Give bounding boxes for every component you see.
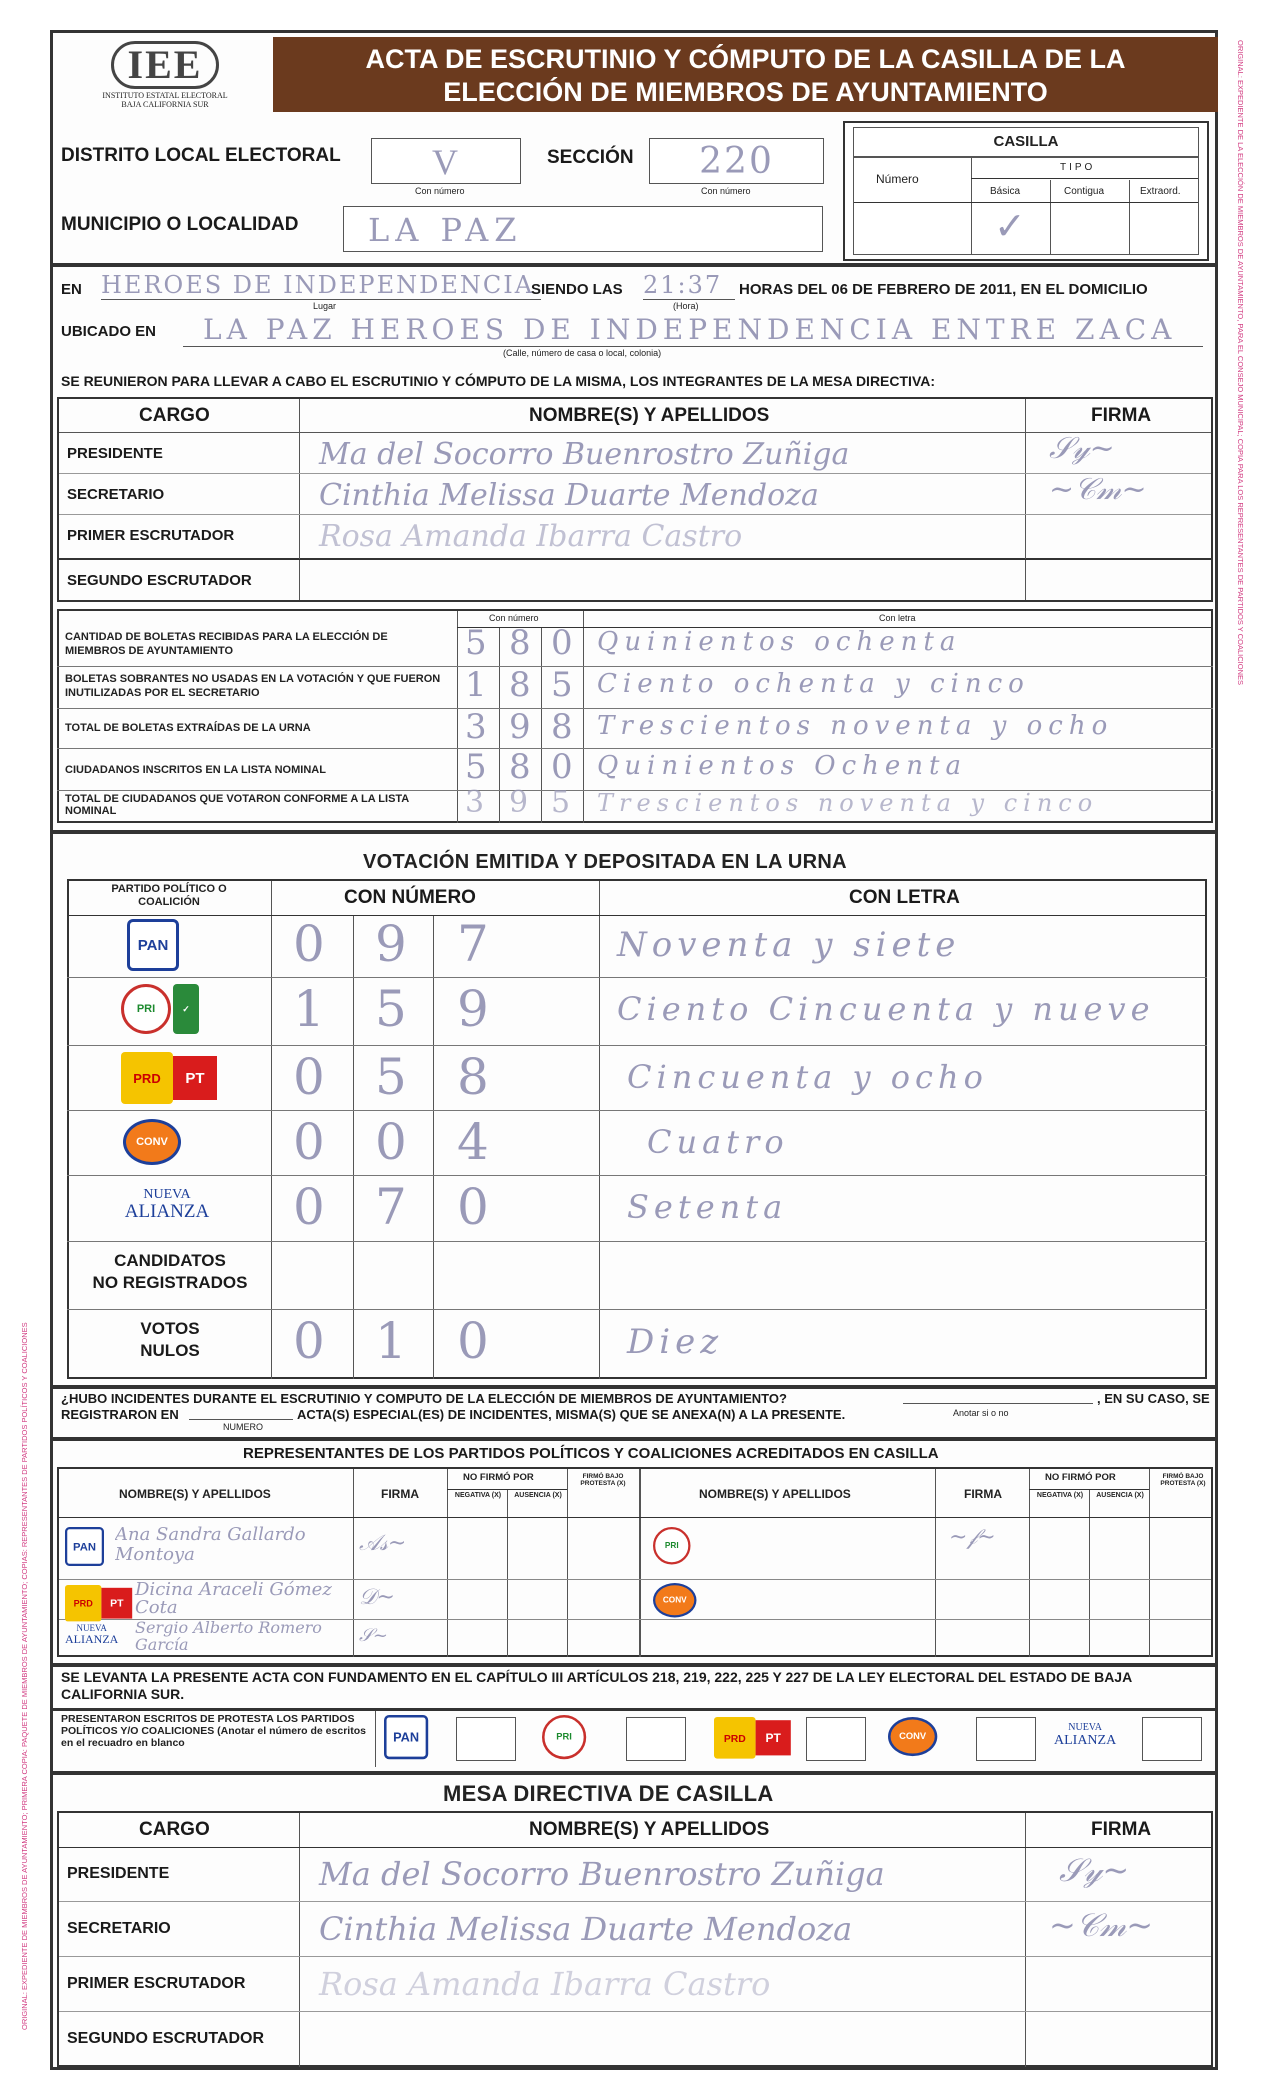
casilla-title: CASILLA bbox=[853, 127, 1199, 157]
prd-pt-logo: PRD PT bbox=[121, 1052, 217, 1104]
vote-letra[interactable]: Noventa y siete bbox=[617, 925, 961, 965]
seccion-value: 220 bbox=[699, 141, 774, 182]
mesa-nombre-header: NOMBRE(S) Y APELLIDOS bbox=[529, 1819, 770, 1840]
logo-subtitle-2: BAJA CALIFORNIA SUR bbox=[121, 100, 209, 109]
vote-row bbox=[67, 913, 1207, 978]
candidatos-no-registrados-label: CANDIDATOS NO REGISTRADOS bbox=[92, 1251, 248, 1292]
count-row bbox=[57, 667, 1213, 709]
count-letra[interactable]: Trescientos noventa y ocho bbox=[597, 711, 1114, 741]
mesa-nombre[interactable]: Rosa Amanda Ibarra Castro bbox=[319, 1965, 771, 2003]
count-digit[interactable]: 1 bbox=[465, 665, 489, 705]
official-cargo: PRESIDENTE bbox=[67, 445, 163, 462]
mesa-row bbox=[59, 1957, 1211, 2012]
count-digit[interactable]: 9 bbox=[509, 707, 533, 747]
official-firma[interactable]: ~𝒞𝓂~ bbox=[1049, 472, 1147, 507]
municipio-value: LA PAZ bbox=[368, 211, 523, 249]
rep-firma[interactable]: 𝒜𝓈~ bbox=[359, 1531, 407, 1556]
count-row bbox=[57, 749, 1213, 791]
count-row bbox=[57, 709, 1213, 749]
count-letra[interactable]: Quinientos Ochenta bbox=[597, 751, 967, 781]
vote-row bbox=[67, 1176, 1207, 1242]
official-nombre[interactable]: Cinthia Melissa Duarte Mendoza bbox=[319, 478, 819, 513]
rep-nombre[interactable]: Sergio Alberto Romero García bbox=[135, 1619, 322, 1654]
incidentes-numero-field[interactable] bbox=[189, 1419, 293, 1420]
protesta-count-box[interactable] bbox=[626, 1717, 686, 1761]
prd-pt-logo: PRD PT bbox=[714, 1717, 791, 1759]
mesa-firma[interactable]: ~𝒞𝓂~ bbox=[1049, 1906, 1154, 1944]
count-digit[interactable]: 5 bbox=[465, 623, 489, 663]
count-digit[interactable]: 8 bbox=[551, 707, 575, 747]
distrito-hint: Con número bbox=[415, 186, 465, 196]
hora-value: 21:37 bbox=[643, 271, 735, 300]
vote-digit[interactable]: 0 bbox=[293, 1113, 327, 1171]
vote-letra[interactable]: Setenta bbox=[627, 1188, 788, 1226]
mesa-row bbox=[59, 1902, 1211, 1957]
official-nombre[interactable]: Ma del Socorro Buenrostro Zuñiga bbox=[319, 437, 850, 472]
mesa-cargo: PRESIDENTE bbox=[67, 1865, 170, 1882]
vote-digit[interactable]: 0 bbox=[293, 915, 327, 973]
count-letra[interactable]: Ciento ochenta y cinco bbox=[597, 669, 1030, 699]
vote-letra[interactable]: Cuatro bbox=[647, 1123, 789, 1161]
vote-row bbox=[67, 978, 1207, 1046]
count-label: TOTAL DE BOLETAS EXTRAÍDAS DE LA URNA bbox=[65, 722, 311, 734]
vote-digit[interactable]: 0 bbox=[457, 1178, 491, 1236]
vote-digit[interactable]: 1 bbox=[293, 980, 327, 1038]
prd-pri-logo: PRI bbox=[542, 1715, 586, 1759]
casilla-contigua-label: Contigua bbox=[1064, 186, 1105, 197]
official-cargo: PRIMER ESCRUTADOR bbox=[67, 527, 235, 544]
count-row bbox=[57, 785, 1213, 821]
count-digit[interactable]: 0 bbox=[551, 747, 575, 787]
official-row bbox=[57, 560, 1213, 602]
rep-left-nofirmo-header: NO FIRMÓ POR bbox=[463, 1472, 534, 1483]
count-label: CIUDADANOS INSCRITOS EN LA LISTA NOMINAL bbox=[65, 764, 326, 776]
rep-right-nombre-header: NOMBRE(S) Y APELLIDOS bbox=[699, 1487, 851, 1501]
rep-firma[interactable]: 𝒮~ bbox=[359, 1625, 389, 1646]
prd-pri-logo: PRI ✓ bbox=[121, 984, 199, 1034]
siendo-label: SIENDO LAS bbox=[531, 281, 623, 298]
counts-numero-header: Con número bbox=[489, 613, 539, 623]
vote-letra[interactable]: Diez bbox=[627, 1322, 724, 1362]
vote-digit[interactable]: 7 bbox=[375, 1178, 409, 1236]
mesa-row bbox=[59, 2012, 1211, 2067]
casilla-basica-label: Básica bbox=[990, 186, 1021, 197]
count-row bbox=[57, 625, 1213, 667]
seccion-label: SECCIÓN bbox=[547, 147, 634, 168]
protesta-text: PRESENTARON ESCRITOS DE PROTESTA LOS PARTIDOS POLÍTICOS Y/O COALICIONES (Anotar el número de escritos en el recuadro en blanco bbox=[61, 1713, 366, 1749]
hora-hint: (Hora) bbox=[673, 301, 699, 311]
count-letra[interactable]: Trescientos noventa y cinco bbox=[597, 789, 1099, 817]
representantes-table bbox=[57, 1467, 1213, 1657]
mesa-cargo-header: CARGO bbox=[139, 1819, 210, 1840]
count-digit[interactable]: 8 bbox=[509, 665, 533, 705]
rep-firma[interactable]: 𝒟~ bbox=[359, 1585, 395, 1610]
nueva-alianza-logo: NUEVA ALIANZA bbox=[124, 1187, 210, 1222]
rep-left-ausencia-header: AUSENCIA (X) bbox=[514, 1492, 562, 1499]
count-digit[interactable]: 5 bbox=[551, 785, 573, 820]
vote-digit[interactable]: 0 bbox=[375, 1113, 409, 1171]
count-digit[interactable]: 5 bbox=[551, 665, 575, 705]
municipio-label: MUNICIPIO O LOCALIDAD bbox=[61, 214, 299, 235]
incidentes-anexa: ACTA(S) ESPECIAL(ES) DE INCIDENTES, MISMA(S) QUE SE ANEXA(N) A LA PRESENTE. bbox=[297, 1407, 846, 1422]
rep-left-nombre-header: NOMBRE(S) Y APELLIDOS bbox=[119, 1487, 271, 1501]
vote-digit[interactable]: 5 bbox=[375, 1048, 409, 1106]
nueva-alianza-logo: NUEVA ALIANZA bbox=[1054, 1722, 1117, 1748]
rep-left-protesta-header: FIRMÓ BAJO PROTESTA (X) bbox=[580, 1473, 626, 1487]
horas-text: HORAS DEL 06 DE FEBRERO DE 2011, EN EL DOMICILIO bbox=[739, 281, 1148, 298]
lugar-hint: Lugar bbox=[313, 301, 337, 311]
seccion-field[interactable] bbox=[649, 138, 824, 184]
prd-pri-logo: PRI bbox=[653, 1527, 691, 1565]
vote-digit[interactable]: 0 bbox=[457, 1312, 491, 1370]
rep-nombre[interactable]: Ana Sandra Gallardo Montoya bbox=[115, 1525, 306, 1565]
casilla-box bbox=[843, 121, 1209, 261]
vote-digit[interactable]: 8 bbox=[457, 1048, 491, 1106]
vote-digit[interactable]: 9 bbox=[457, 980, 491, 1038]
rep-firma[interactable]: ~𝒻~ bbox=[949, 1525, 996, 1550]
title-line-2: ELECCIÓN DE MIEMBROS DE AYUNTAMIENTO bbox=[443, 77, 1048, 107]
count-digit[interactable]: 9 bbox=[509, 785, 531, 820]
count-digit[interactable]: 3 bbox=[465, 785, 487, 820]
mesa-cargo: PRIMER ESCRUTADOR bbox=[67, 1975, 246, 1992]
vote-digit[interactable]: 4 bbox=[457, 1113, 491, 1171]
representantes-title: REPRESENTANTES DE LOS PARTIDOS POLÍTICOS Y COALICIONES ACREDITADOS EN CASILLA bbox=[243, 1445, 939, 1462]
protesta-count-box[interactable] bbox=[806, 1717, 866, 1761]
counts-letra-header: Con letra bbox=[879, 613, 916, 623]
mesa-cargo: SEGUNDO ESCRUTADOR bbox=[67, 2030, 265, 2047]
vote-row bbox=[67, 1046, 1207, 1111]
rep-right-protesta-header: FIRMÓ BAJO PROTESTA (X) bbox=[1160, 1473, 1206, 1487]
incidentes-question-end: , EN SU CASO, SE bbox=[1097, 1391, 1210, 1406]
votes-party-header: PARTIDO POLÍTICO O COALICIÓN bbox=[111, 883, 227, 908]
vote-digit[interactable]: 7 bbox=[457, 915, 491, 973]
incidentes-registraron: REGISTRARON EN bbox=[61, 1407, 179, 1422]
official-row bbox=[59, 433, 1211, 474]
en-lugar-value: HEROES DE INDEPENDENCIA bbox=[101, 271, 541, 300]
count-digit[interactable]: 0 bbox=[551, 623, 575, 663]
seccion-hint: Con número bbox=[701, 186, 751, 196]
officials-cargo-header: CARGO bbox=[139, 405, 210, 426]
casilla-tipo-label: TIPO bbox=[1060, 162, 1096, 173]
votes-rows bbox=[67, 913, 1207, 1379]
vote-digit[interactable]: 5 bbox=[375, 980, 409, 1038]
municipio-field[interactable] bbox=[343, 206, 823, 252]
count-digit[interactable]: 8 bbox=[509, 623, 533, 663]
mesa-firma-header: FIRMA bbox=[1091, 1819, 1152, 1840]
counts-rows bbox=[57, 625, 1213, 823]
official-firma[interactable]: 𝒮𝓎~ bbox=[1049, 431, 1115, 466]
ubicado-value: LA PAZ HEROES DE INDEPENDENCIA ENTRE ZACA bbox=[183, 313, 1203, 347]
distrito-field[interactable] bbox=[371, 138, 521, 184]
officials-firma-header: FIRMA bbox=[1091, 405, 1152, 426]
vote-digit[interactable]: 0 bbox=[293, 1048, 327, 1106]
official-cargo: SECRETARIO bbox=[67, 486, 165, 503]
mesa-title: MESA DIRECTIVA DE CASILLA bbox=[443, 1781, 774, 1806]
rep-right-nofirmo-header: NO FIRMÓ POR bbox=[1045, 1472, 1116, 1483]
votos-nulos-label: VOTOS NULOS bbox=[140, 1319, 200, 1360]
logo-subtitle: INSTITUTO ESTATAL ELECTORAL bbox=[102, 91, 228, 100]
rep-right-ausencia-header: AUSENCIA (X) bbox=[1096, 1492, 1144, 1499]
nueva-alianza-logo: NUEVA ALIANZA bbox=[65, 1623, 119, 1646]
convergencia-logo: CONV bbox=[123, 1119, 181, 1165]
votes-letra-header: CON LETRA bbox=[849, 887, 960, 908]
en-label: EN bbox=[61, 281, 82, 298]
vote-letra[interactable]: Cincuenta y ocho bbox=[627, 1058, 988, 1096]
mesa-table bbox=[57, 1811, 1213, 2067]
protesta-boxes bbox=[375, 1711, 1211, 1767]
right-margin-note: ORIGINAL: EXPEDIENTE DE LA ELECCIÓN DE MIEMBROS DE AYUNTAMIENTO, PARA EL CONSEJO MUNICIPAL; COPIA PARA LOS REPRESENTANTES DE PARTIDOS Y COALICIONES bbox=[1236, 40, 1245, 686]
casilla-numero-label: Número bbox=[876, 172, 919, 186]
acta-form bbox=[50, 30, 1218, 2070]
count-digit[interactable]: 8 bbox=[509, 747, 533, 787]
official-cargo: SEGUNDO ESCRUTADOR bbox=[67, 572, 252, 589]
rep-left-firma-header: FIRMA bbox=[381, 1487, 419, 1501]
votes-title: VOTACIÓN EMITIDA Y DEPOSITADA EN LA URNA bbox=[363, 851, 847, 873]
casilla-extraord-label: Extraord. bbox=[1140, 186, 1181, 197]
convergencia-logo: CONV bbox=[888, 1717, 937, 1756]
casilla-basica-check[interactable]: ✓ bbox=[994, 204, 1028, 248]
vote-row bbox=[67, 1310, 1207, 1377]
vote-row bbox=[67, 1242, 1207, 1310]
votes-numero-header: CON NÚMERO bbox=[344, 887, 476, 908]
mesa-cargo: SECRETARIO bbox=[67, 1920, 171, 1937]
mesa-row bbox=[59, 1847, 1211, 1902]
pan-logo: PAN bbox=[384, 1715, 428, 1759]
left-margin-note: ORIGINAL: EXPEDIENTE DE MIEMBROS DE AYUNTAMIENTO; PRIMERA COPIA: PAQUETE DE MIEMBROS DE AYUNTAMIENTO; COPIAS: REPRESENTANTES DE PARTIDOS POLÍTICOS Y COALICIONES bbox=[20, 1322, 29, 2030]
count-label: TOTAL DE CIUDADANOS QUE VOTARON CONFORME A LA LISTA NOMINAL bbox=[65, 793, 409, 817]
protesta-count-box[interactable] bbox=[976, 1717, 1036, 1761]
protesta-count-box[interactable] bbox=[456, 1717, 516, 1761]
casilla-grid bbox=[853, 157, 1199, 255]
count-label: BOLETAS SOBRANTES NO USADAS EN LA VOTACIÓN Y QUE FUERON INUTILIZADAS POR EL SECRETARIO bbox=[65, 673, 441, 699]
count-digit[interactable]: 3 bbox=[465, 707, 489, 747]
convergencia-logo: CONV bbox=[653, 1583, 697, 1618]
reunieron-text: SE REUNIERON PARA LLEVAR A CABO EL ESCRUTINIO Y CÓMPUTO DE LA MISMA, LOS INTEGRANTES DE LA MESA DIRECTIVA: bbox=[61, 373, 936, 389]
count-label: CANTIDAD DE BOLETAS RECIBIDAS PARA LA ELECCIÓN DE MIEMBROS DE AYUNTAMIENTO bbox=[65, 631, 388, 657]
document-title bbox=[273, 37, 1218, 112]
rep-right-firma-header: FIRMA bbox=[964, 1487, 1002, 1501]
rep-nombre[interactable]: Dicina Araceli Gómez Cota bbox=[135, 1579, 332, 1618]
logo-mark: IEE bbox=[111, 41, 220, 89]
mesa-nombre[interactable]: Cinthia Melissa Duarte Mendoza bbox=[319, 1910, 853, 1948]
vote-letra[interactable]: Ciento Cincuenta y nueve bbox=[617, 990, 1155, 1028]
prd-pt-logo: PRD PT bbox=[65, 1585, 132, 1621]
iee-logo bbox=[65, 41, 265, 116]
incidentes-answer-field[interactable] bbox=[903, 1403, 1093, 1404]
calle-hint: (Calle, número de casa o local, colonia) bbox=[503, 348, 662, 358]
mesa-nombre[interactable]: Ma del Socorro Buenrostro Zuñiga bbox=[319, 1855, 885, 1893]
officials-nombre-header: NOMBRE(S) Y APELLIDOS bbox=[529, 405, 770, 426]
distrito-label: DISTRITO LOCAL ELECTORAL bbox=[61, 145, 341, 166]
vote-digit[interactable]: 0 bbox=[293, 1312, 327, 1370]
rep-right-negativa-header: NEGATIVA (X) bbox=[1036, 1492, 1084, 1499]
protesta-count-box[interactable] bbox=[1142, 1717, 1202, 1761]
count-digit[interactable]: 5 bbox=[465, 747, 489, 787]
official-nombre[interactable]: Rosa Amanda Ibarra Castro bbox=[319, 519, 743, 554]
mesa-firma[interactable]: 𝒮𝓎~ bbox=[1059, 1851, 1130, 1889]
count-letra[interactable]: Quinientos ochenta bbox=[597, 627, 962, 657]
pan-logo: PAN bbox=[127, 919, 179, 971]
fundamento-text: SE LEVANTA LA PRESENTE ACTA CON FUNDAMENTO EN EL CAPÍTULO III ARTÍCULOS 218, 219, 222, 225 Y 227 DE LA LEY ELECTORAL DEL ESTADO DE BAJA CALIFORNIA SUR. bbox=[61, 1669, 1132, 1702]
numero-hint: NUMERO bbox=[223, 1422, 263, 1432]
pan-logo: PAN bbox=[65, 1527, 104, 1566]
distrito-value: V bbox=[432, 142, 460, 182]
official-row bbox=[59, 515, 1211, 556]
anotar-hint: Anotar si o no bbox=[953, 1408, 1009, 1418]
vote-digit[interactable]: 9 bbox=[375, 915, 409, 973]
ubicado-label: UBICADO EN bbox=[61, 323, 157, 340]
rep-left-negativa-header: NEGATIVA (X) bbox=[454, 1492, 502, 1499]
vote-row bbox=[67, 1111, 1207, 1176]
official-row bbox=[59, 474, 1211, 515]
vote-digit[interactable]: 0 bbox=[293, 1178, 327, 1236]
title-line-1: ACTA DE ESCRUTINIO Y CÓMPUTO DE LA CASILLA DE LA bbox=[365, 44, 1126, 74]
vote-digit[interactable]: 1 bbox=[375, 1312, 409, 1370]
incidentes-question: ¿HUBO INCIDENTES DURANTE EL ESCRUTINIO Y COMPUTO DE LA ELECCIÓN DE MIEMBROS DE AYUNTAMIENTO? bbox=[61, 1391, 787, 1406]
officials-table bbox=[57, 397, 1213, 560]
